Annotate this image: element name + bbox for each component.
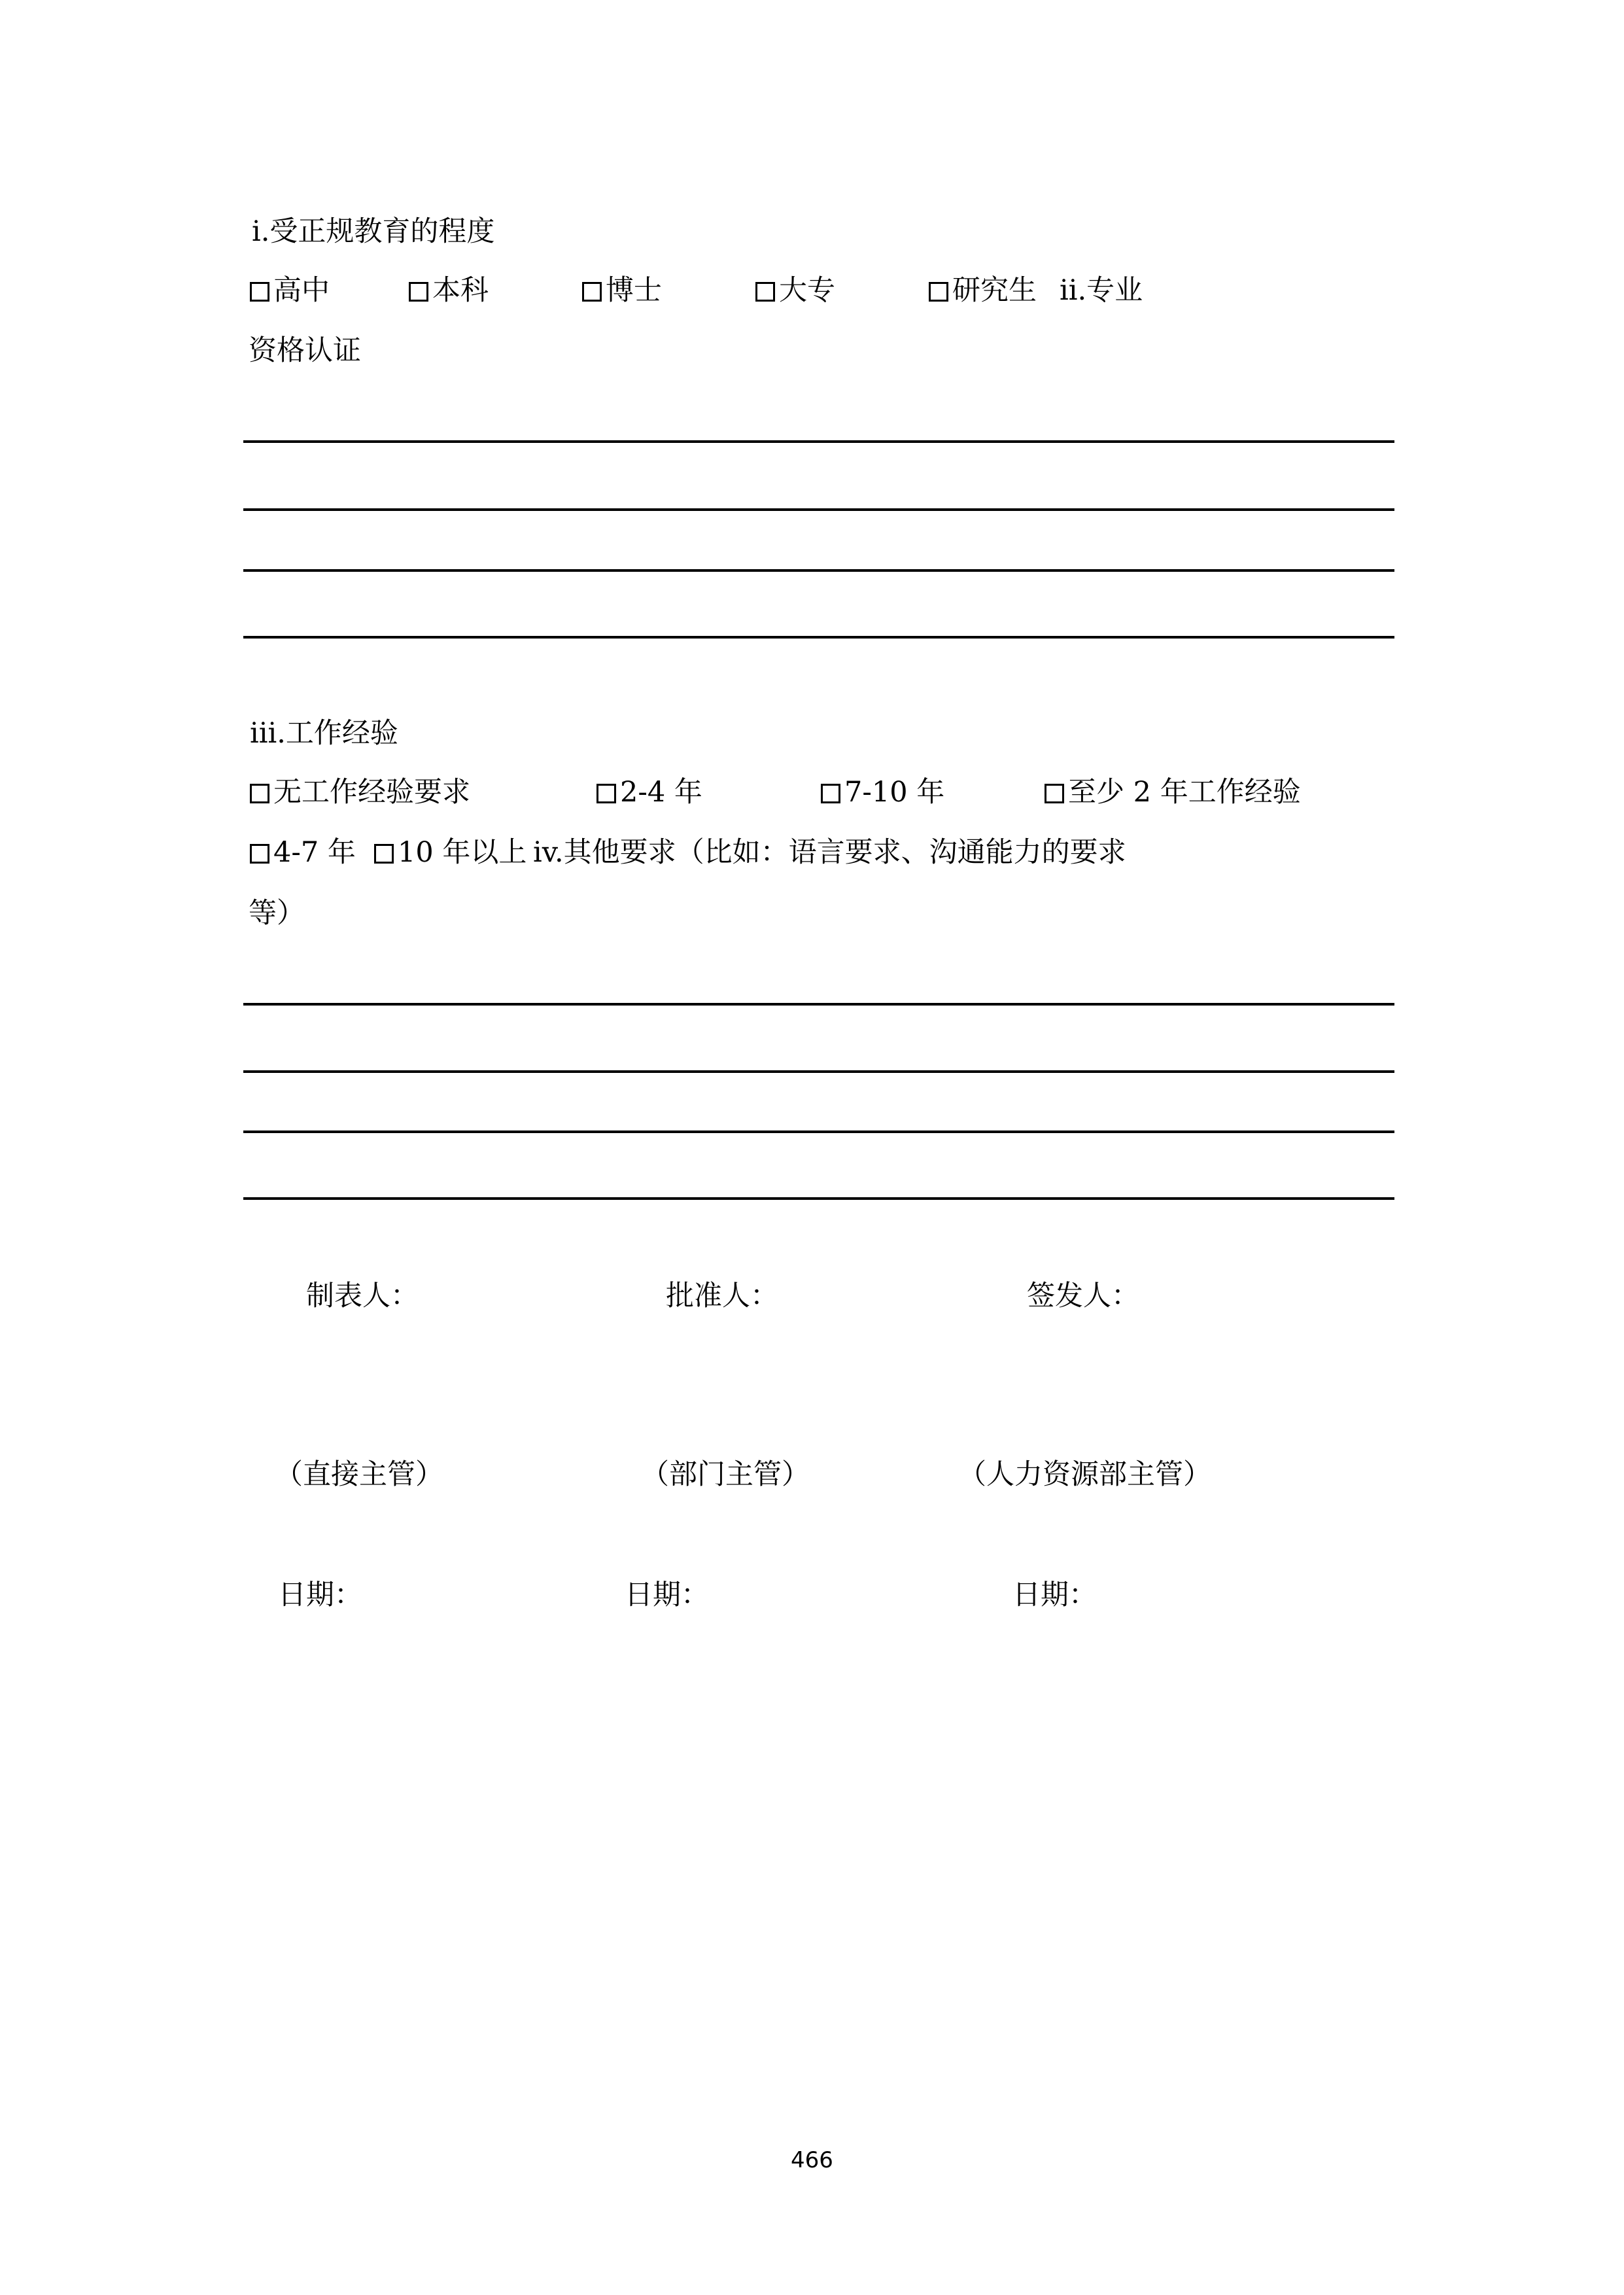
checkbox-icon[interactable] (582, 282, 602, 302)
issuer-role: （人力资源部主管） (958, 1458, 1211, 1491)
checkbox-icon[interactable] (821, 784, 840, 803)
checkbox-icon[interactable] (250, 844, 269, 864)
experience-option-2-4[interactable] (596, 775, 702, 809)
checkbox-icon[interactable] (755, 282, 775, 302)
option-label: 至少 2 年工作经验 (1068, 776, 1301, 809)
checkbox-icon[interactable] (250, 784, 269, 803)
experience-option-none[interactable] (250, 775, 470, 809)
professional-heading-cont: 资格认证 (249, 334, 361, 367)
option-label: 研究生 (952, 274, 1037, 307)
approver-date-label: 日期： (625, 1579, 709, 1611)
education-option-postgraduate[interactable] (929, 273, 1037, 307)
education-heading: i.受正规教育的程度 (252, 215, 495, 248)
other-requirements-heading: iv.其他要求（比如：语言要求、沟通能力的要求 (533, 836, 1126, 869)
education-option-bachelor[interactable] (409, 273, 489, 307)
option-label: 博士 (606, 274, 662, 307)
preparer-role: （直接主管） (275, 1458, 443, 1491)
experience-option-4-7[interactable] (250, 835, 356, 869)
checkbox-icon[interactable] (929, 282, 948, 302)
writing-line[interactable] (243, 1130, 1394, 1133)
option-label: 无工作经验要求 (273, 776, 470, 809)
preparer-date-label: 日期： (278, 1579, 362, 1611)
option-label: 本科 (432, 274, 489, 307)
other-requirements-heading-cont: 等） (249, 897, 305, 930)
checkbox-icon[interactable] (409, 282, 428, 302)
checkbox-icon[interactable] (1045, 784, 1064, 803)
option-label: 2-4 年 (620, 776, 702, 809)
issuer-label: 签发人： (1027, 1280, 1139, 1312)
option-label: 高中 (273, 274, 330, 307)
option-label: 大专 (779, 274, 835, 307)
issuer-date-label: 日期： (1012, 1579, 1097, 1611)
writing-line[interactable] (243, 508, 1394, 511)
writing-line[interactable] (243, 440, 1394, 443)
education-option-high-school[interactable] (250, 273, 330, 307)
option-label: 7-10 年 (844, 776, 945, 809)
checkbox-icon[interactable] (596, 784, 616, 803)
writing-line[interactable] (243, 1003, 1394, 1006)
option-label: 4-7 年 (273, 836, 356, 869)
checkbox-icon[interactable] (374, 844, 394, 864)
page-number: 466 (791, 2147, 833, 2173)
experience-option-min-2[interactable] (1045, 775, 1301, 809)
professional-heading: ii.专业 (1060, 274, 1143, 307)
writing-line[interactable] (243, 569, 1394, 572)
experience-option-10-plus[interactable] (374, 835, 527, 869)
preparer-label: 制表人： (306, 1280, 419, 1312)
approver-label: 批准人： (666, 1280, 778, 1312)
approver-role: （部门主管） (641, 1458, 810, 1491)
education-option-doctorate[interactable] (582, 273, 662, 307)
education-option-college[interactable] (755, 273, 835, 307)
checkbox-icon[interactable] (250, 282, 269, 302)
option-label: 10 年以上 (398, 836, 527, 869)
writing-line[interactable] (243, 636, 1394, 639)
experience-heading: iii.工作经验 (250, 717, 398, 750)
experience-option-7-10[interactable] (821, 775, 944, 809)
writing-line[interactable] (243, 1070, 1394, 1073)
writing-line[interactable] (243, 1197, 1394, 1200)
